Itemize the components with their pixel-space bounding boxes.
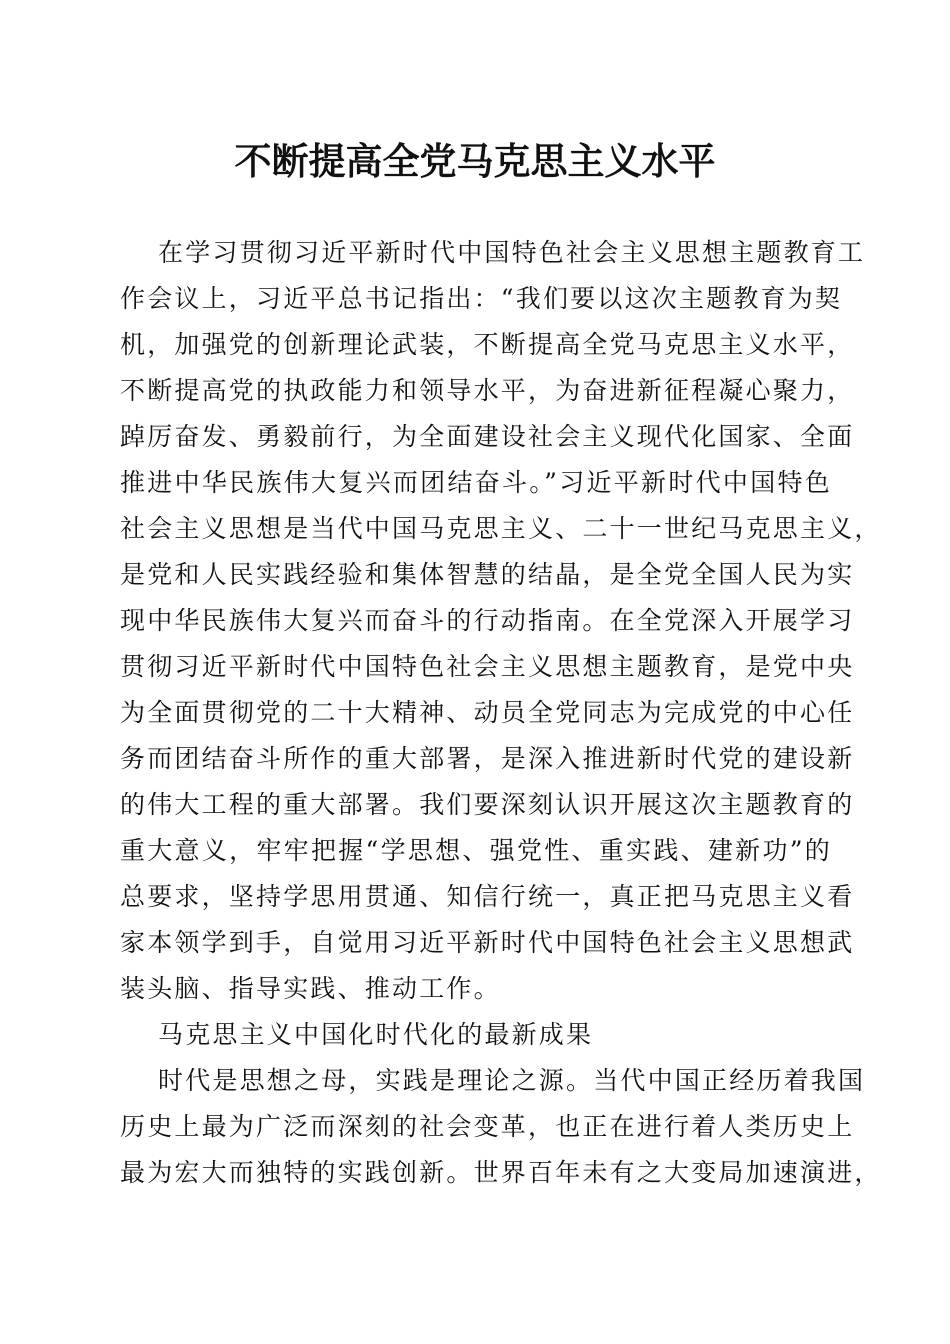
text-line: 历史上最为广泛而深刻的社会变革，也正在进行着人类历史上 <box>120 1112 855 1141</box>
text-line: 的伟大工程的重大部署。我们要深刻认识开展这次主题教育的 <box>120 790 855 819</box>
text-line: 在学习贯彻习近平新时代中国特色社会主义思想主题教育工 <box>158 238 866 267</box>
text-line: 作会议上，习近平总书记指出：“我们要以这次主题教育为契 <box>120 284 843 313</box>
document-title: 不断提高全党马克思主义水平 <box>234 139 716 183</box>
text-line: 为全面贯彻党的二十大精神、动员全党同志为完成党的中心任 <box>120 698 855 727</box>
text-line: 现中华民族伟大复兴而奋斗的行动指南。在全党深入开展学习 <box>120 606 855 635</box>
text-line: 踔厉奋发、勇毅前行，为全面建设社会主义现代化国家、全面 <box>120 422 855 451</box>
text-line: 不断提高党的执政能力和领导水平，为奋进新征程凝心聚力， <box>120 376 855 405</box>
section-heading: 马克思主义中国化时代化的最新成果 <box>158 1020 594 1049</box>
text-line: 务而团结奋斗所作的重大部署，是深入推进新时代党的建设新 <box>120 744 855 773</box>
text-line: 机，加强党的创新理论武装，不断提高全党马克思主义水平， <box>120 330 855 359</box>
text-line: 社会主义思想是当代中国马克思主义、二十一世纪马克思主义， <box>120 514 882 543</box>
text-line: 最为宏大而独特的实践创新。世界百年未有之大变局加速演进， <box>120 1158 882 1187</box>
text-line: 重大意义，牢牢把握“学思想、强党性、重实践、建新功”的 <box>120 836 832 865</box>
text-line: 家本领学到手，自觉用习近平新时代中国特色社会主义思想武 <box>120 928 855 957</box>
document-body <box>120 230 882 1196</box>
text-line: 推进中华民族伟大复兴而团结奋斗。”习近平新时代中国特色 <box>120 468 832 497</box>
text-line: 贯彻习近平新时代中国特色社会主义思想主题教育，是党中央 <box>120 652 855 681</box>
text-line: 时代是思想之母，实践是理论之源。当代中国正经历着我国 <box>158 1066 866 1095</box>
text-line: 装头脑、指导实践、推动工作。 <box>120 974 501 1003</box>
text-line: 总要求，坚持学思用贯通、知信行统一，真正把马克思主义看 <box>120 882 855 911</box>
text-line: 是党和人民实践经验和集体智慧的结晶，是全党全国人民为实 <box>120 560 855 589</box>
